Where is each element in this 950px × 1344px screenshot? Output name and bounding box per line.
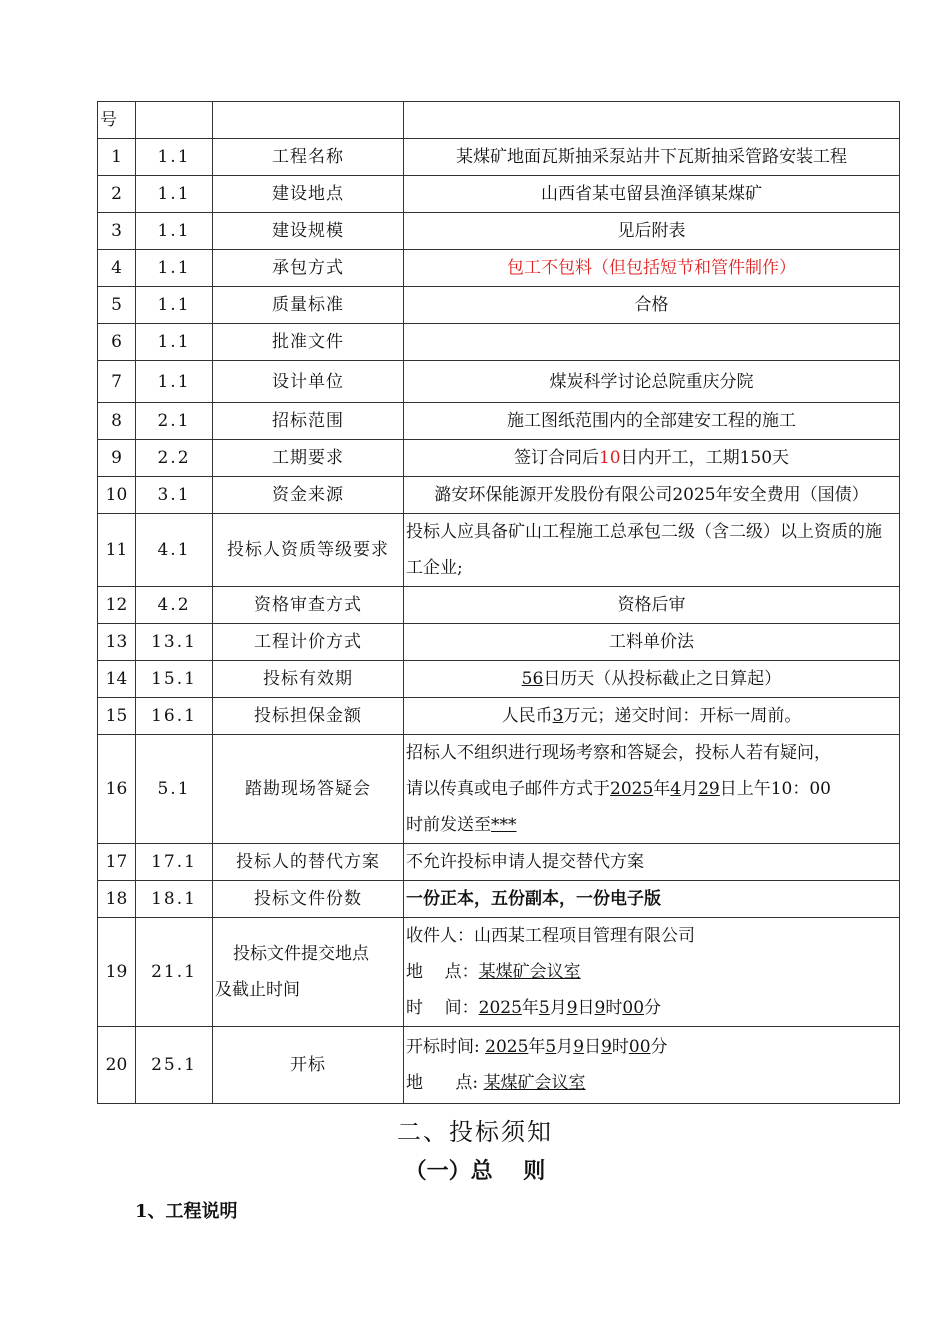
cell-no: 1 [98, 139, 136, 176]
cell-clause: 18.1 [136, 881, 213, 918]
text: 人民币 [501, 706, 553, 726]
text: 9 [573, 1037, 585, 1057]
cell-name: 投标文件份数 [213, 881, 404, 918]
text: 4 [670, 779, 682, 799]
cell-name: 开标 [213, 1027, 404, 1104]
cell-no: 13 [98, 624, 136, 661]
cell-content [404, 918, 900, 1027]
cell-no: 15 [98, 698, 136, 735]
text: 月 [681, 779, 699, 799]
cell-content: 施工图纸范围内的全部建安工程的施工 [404, 403, 900, 440]
table-row [98, 361, 900, 403]
text: 2025 [610, 779, 654, 799]
table-row [98, 661, 900, 698]
text: 年 [521, 998, 539, 1018]
cell-name: 投标担保金额 [213, 698, 404, 735]
chapter-title: 二、投标须知 [397, 1118, 553, 1146]
cell-clause: 2.2 [136, 440, 213, 477]
table-row [98, 477, 900, 514]
text: 00 [622, 998, 645, 1018]
cell-no: 10 [98, 477, 136, 514]
text: 地 点: [406, 1073, 479, 1093]
cell-clause: 1.1 [136, 324, 213, 361]
text-line [406, 1029, 897, 1065]
text: 投标文件提交地点 [233, 944, 369, 964]
text: 签订合同后 [513, 448, 599, 468]
text: 年 [653, 779, 671, 799]
text: 地 点： [406, 962, 479, 982]
text: 9 [601, 1037, 612, 1057]
cell-content [404, 1027, 900, 1104]
table-row [98, 250, 900, 287]
text: 请以传真或电子邮件方式于 [406, 779, 610, 799]
cell-no: 8 [98, 403, 136, 440]
text: 某煤矿会议室 [483, 1073, 586, 1093]
cell-clause [136, 102, 213, 139]
cell-content: 不允许投标申请人提交替代方案 [404, 844, 900, 881]
cell-content: 一份正本，五份副本，一份电子版 [404, 881, 900, 918]
cell-no: 9 [98, 440, 136, 477]
cell-name: 踏勘现场答疑会 [213, 735, 404, 844]
cell-no: 号 [98, 102, 136, 139]
cell-content: 投标人应具备矿山工程施工总承包二级（含二级）以上资质的施工企业; [404, 514, 900, 587]
cell-name: 投标人资质等级要求 [213, 514, 404, 587]
cell-name: 批准文件 [213, 324, 404, 361]
cell-clause: 3.1 [136, 477, 213, 514]
cell-name: 工程计价方式 [213, 624, 404, 661]
table-row [98, 844, 900, 881]
text: 9 [594, 998, 606, 1018]
cell-content: 资格后审 [404, 587, 900, 624]
text-line [406, 1065, 897, 1101]
text: 月 [549, 998, 567, 1018]
table-row [98, 514, 900, 587]
bid-data-table [97, 101, 900, 1104]
cell-clause: 1.1 [136, 213, 213, 250]
text: 招标人不组织进行现场考察和答疑会，投标人若有疑问， [406, 743, 831, 763]
cell-no: 7 [98, 361, 136, 403]
cell-name: 投标人的替代方案 [213, 844, 404, 881]
cell-content: 某煤矿地面瓦斯抽采泵站井下瓦斯抽采管路安装工程 [404, 139, 900, 176]
cell-no: 3 [98, 213, 136, 250]
cell-no: 11 [98, 514, 136, 587]
section-heading: 1、工程说明 [135, 1201, 238, 1222]
text: 时 [605, 998, 623, 1018]
cell-clause: 17.1 [136, 844, 213, 881]
text: 3 [552, 706, 564, 726]
cell-clause: 1.1 [136, 139, 213, 176]
cell-no: 2 [98, 176, 136, 213]
text: 5 [538, 998, 550, 1018]
cell-clause: 5.1 [136, 735, 213, 844]
text: 分 [644, 998, 662, 1018]
cell-content [404, 102, 900, 139]
cell-no: 4 [98, 250, 136, 287]
cell-content [404, 324, 900, 361]
chapter-subtitle: （一）总 则 [404, 1158, 546, 1184]
table-row [98, 102, 900, 139]
table-row [98, 587, 900, 624]
text: 9 [566, 998, 578, 1018]
cell-no: 5 [98, 287, 136, 324]
text: 时前发送至 [406, 815, 491, 835]
cell-no: 14 [98, 661, 136, 698]
cell-content [404, 698, 900, 735]
cell-clause: 1.1 [136, 361, 213, 403]
cell-name: 招标范围 [213, 403, 404, 440]
cell-clause: 4.1 [136, 514, 213, 587]
cell-name [213, 918, 404, 1027]
text: 日上午10：00 [719, 779, 831, 799]
text: 日 [577, 998, 595, 1018]
cell-content [404, 661, 900, 698]
table-row [98, 287, 900, 324]
text-line [406, 807, 897, 843]
text: 及截止时间 [215, 980, 300, 1000]
text: 00 [628, 1037, 651, 1057]
cell-clause: 4.2 [136, 587, 213, 624]
table-row [98, 698, 900, 735]
text: 日 [584, 1037, 602, 1057]
cell-content: 潞安环保能源开发股份有限公司2025年安全费用（国债） [404, 477, 900, 514]
text: 开标时间: [406, 1037, 480, 1057]
cell-clause: 15.1 [136, 661, 213, 698]
text: 10 [598, 448, 621, 468]
cell-content: 煤炭科学讨论总院重庆分院 [404, 361, 900, 403]
text: 日内开工，工期150天 [620, 448, 790, 468]
cell-name: 建设地点 [213, 176, 404, 213]
cell-name: 建设规模 [213, 213, 404, 250]
cell-clause: 1.1 [136, 287, 213, 324]
text: 日历天（从投标截止之日算起） [543, 669, 782, 689]
cell-content: 包工不包料（但包括短节和管件制作） [404, 250, 900, 287]
cell-no: 6 [98, 324, 136, 361]
cell-clause: 16.1 [136, 698, 213, 735]
text: 万元；递交时间：开标一周前。 [563, 706, 802, 726]
cell-content [404, 735, 900, 844]
cell-no: 12 [98, 587, 136, 624]
text: 时 [611, 1037, 629, 1057]
text: 月 [556, 1037, 574, 1057]
text-line [406, 771, 897, 807]
cell-no: 20 [98, 1027, 136, 1104]
cell-clause: 2.1 [136, 403, 213, 440]
cell-content: 山西省某屯留县渔泽镇某煤矿 [404, 176, 900, 213]
table-row [98, 324, 900, 361]
cell-no: 17 [98, 844, 136, 881]
cell-name: 承包方式 [213, 250, 404, 287]
cell-clause: 21.1 [136, 918, 213, 1027]
cell-clause: 1.1 [136, 176, 213, 213]
cell-no: 19 [98, 918, 136, 1027]
text: 收件人：山西某工程项目管理有限公司 [406, 926, 695, 946]
cell-clause: 1.1 [136, 250, 213, 287]
text-line [406, 990, 897, 1026]
cell-no: 16 [98, 735, 136, 844]
text: 年 [528, 1037, 546, 1057]
text: 分 [650, 1037, 668, 1057]
cell-name: 工期要求 [213, 440, 404, 477]
cell-content: 合格 [404, 287, 900, 324]
cell-clause: 25.1 [136, 1027, 213, 1104]
cell-name [213, 102, 404, 139]
text: 某煤矿会议室 [478, 962, 581, 982]
text: 2025 [485, 1037, 529, 1057]
table-row [98, 881, 900, 918]
cell-content [404, 440, 900, 477]
text: 时 间： [406, 998, 479, 1018]
cell-name: 投标有效期 [213, 661, 404, 698]
text: 5 [545, 1037, 557, 1057]
cell-name: 资格审查方式 [213, 587, 404, 624]
cell-content: 工料单价法 [404, 624, 900, 661]
cell-content: 见后附表 [404, 213, 900, 250]
cell-name: 资金来源 [213, 477, 404, 514]
table-row [98, 918, 900, 1027]
table-row [98, 1027, 900, 1104]
cell-no: 18 [98, 881, 136, 918]
table-row [98, 624, 900, 661]
text: 56 [521, 669, 544, 689]
cell-name: 质量标准 [213, 287, 404, 324]
table-row [98, 735, 900, 844]
table-row [98, 403, 900, 440]
text: *** [491, 815, 517, 835]
cell-name: 工程名称 [213, 139, 404, 176]
table-row [98, 213, 900, 250]
text-line [406, 954, 897, 990]
cell-clause: 13.1 [136, 624, 213, 661]
table-row [98, 176, 900, 213]
table-row [98, 139, 900, 176]
table-row [98, 440, 900, 477]
text: 2025 [478, 998, 522, 1018]
cell-name: 设计单位 [213, 361, 404, 403]
text: 29 [698, 779, 720, 799]
